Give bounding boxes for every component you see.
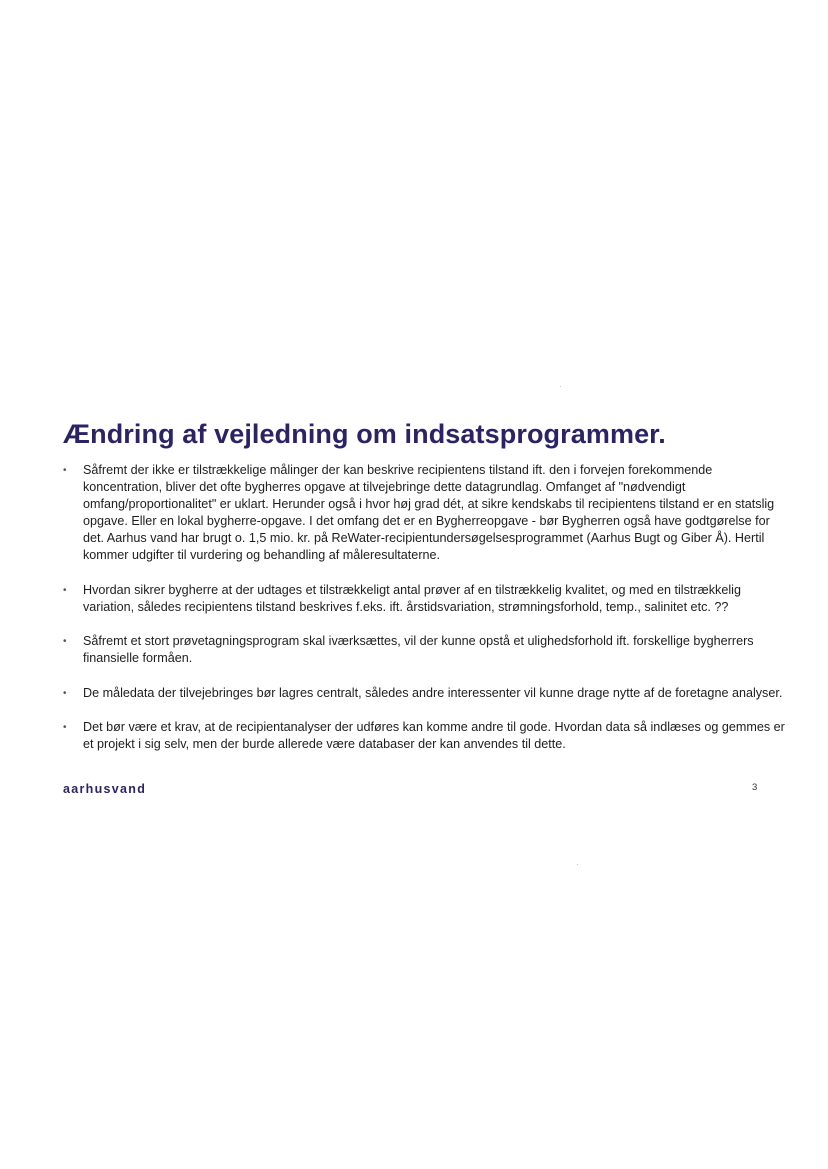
bullet-list [63,462,793,771]
bullet-text: Det bør være et krav, at de recipientanalyser der udføres kan komme andre til gode. Hvordan data så indlæses og gemmes er et projekt i sig selv, men der burde allerede være databaser der kan anvendes til dette. [83,720,785,751]
bullet-text: Hvordan sikrer bygherre at der udtages et tilstrækkeligt antal prøver af en tilstrækkelig kvalitet, og med en tilstrækkelig variation, således recipientens tilstand beskrives f.eks. ift. årstidsvariation, strømningsforhold, temp., salinitet etc. ?? [83,582,741,614]
bullet-text: Såfremt der ikke er tilstrækkelige målinger der kan beskrive recipientens tilstand ift. den i forvejen forekommende koncentration, bliver det ofte bygherres opgave at tilvejebringe dette datagrundlag. Omfanget af "nødvendigt omfang/proportionalitet" er uklart. Herunder også i hvor høj grad dét, at sikre kendskabs til recipientens tilstand er en statslig opgave. Eller en lokal bygherre-opgave. I det omfang det er en Bygherreopgave - bør Bygherren også have godtgørelse for det. Aarhus vand har brugt o. 1,5 mio. kr. på ReWater-recipientundersøgelsesprogrammet (Aarhus Bugt og Giber Å). Hertil kommer udgifter til vurdering og behandling af måleresultaterne. [83,463,775,562]
page-title: Ændring af vejledning om indsatsprogrammer. [63,419,666,449]
page-number: 3 [752,782,758,793]
bullet-icon: • [63,687,67,699]
bullet-text: De måledata der tilvejebringes bør lagres centralt, således andre interessenter vil kunne drage nytte af de foretagne analyser. [83,685,783,700]
bullet-icon: • [63,722,67,733]
brand-logo: aarhusvand [63,782,147,796]
list-item [63,685,793,702]
bullet-icon: • [63,584,67,596]
scan-speck [560,386,561,387]
list-item [63,462,793,564]
list-item [63,633,793,667]
bullet-text: Såfremt et stort prøvetagningsprogram skal iværksættes, vil der kunne opstå et ulighedsforhold ift. forskellige bygherrers finansielle formåen. [83,634,754,665]
list-item [63,719,793,753]
bullet-icon: • [63,465,67,476]
bullet-icon: • [63,636,67,647]
list-item [63,582,793,616]
scan-speck [577,864,578,865]
